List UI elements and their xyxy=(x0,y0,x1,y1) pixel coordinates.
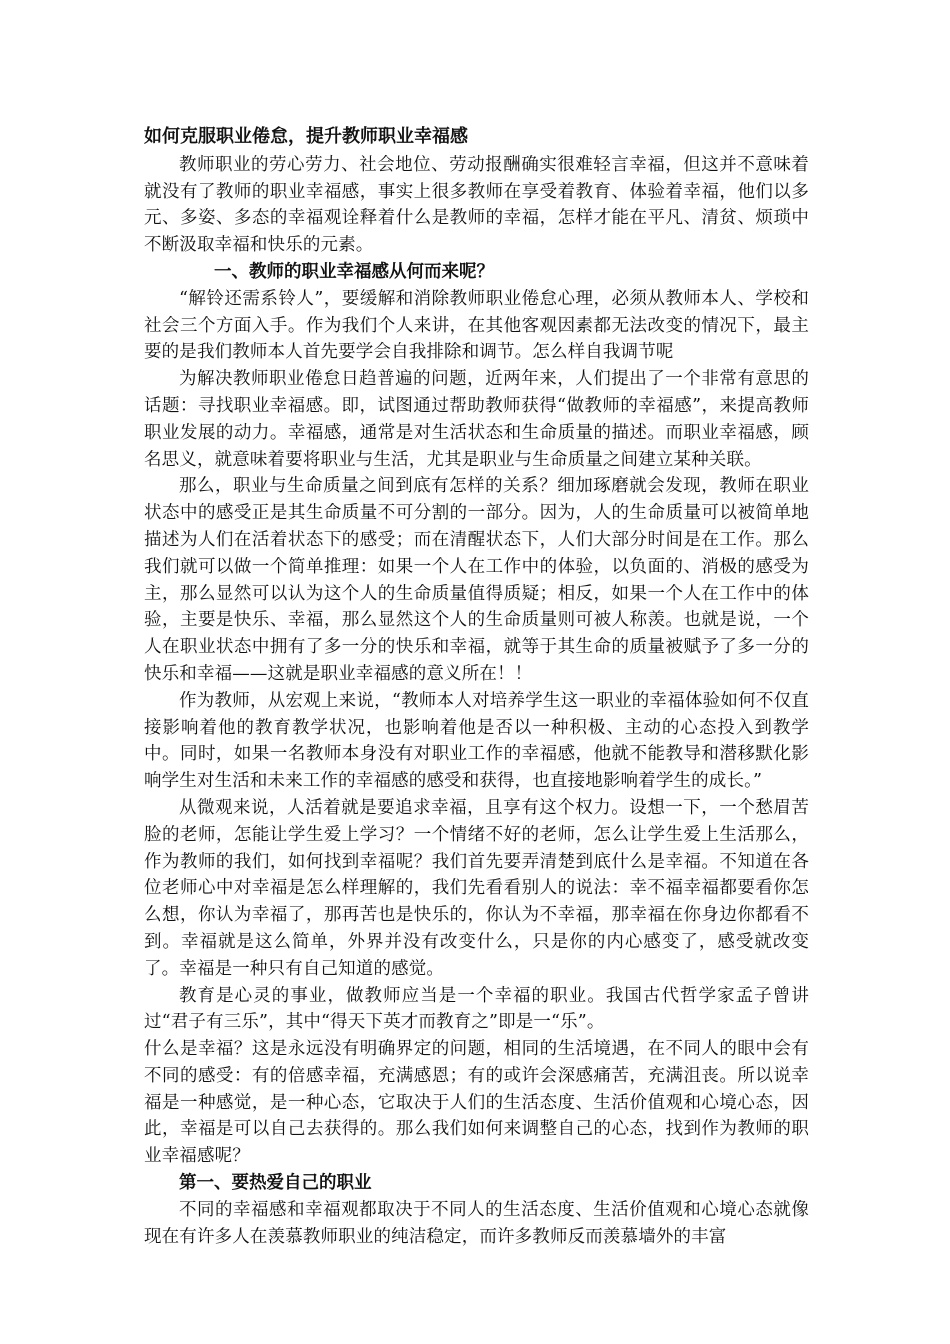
paragraph: 从微观来说，人活着就是要追求幸福，且享有这个权力。设想一下，一个愁眉苦脸的老师，怎能让学生爱上学习？一个情绪不好的老师，怎么让学生爱上生活那么，作为教师的我们，如何找到幸福呢？我们首先要弄清楚到底什么是幸福。不知道在各位老师心中对幸福是怎么样理解的，我们先看看别人的说法：幸不福幸福都要看你怎么想，你认为幸福了，那再苦也是快乐的，你认为不幸福，那幸福在你身边你都看不到。幸福就是这么简单，外界并没有改变什么，只是你的内心感变了，感受就改变了。幸福是一种只有自己知道的感觉。 xyxy=(144,797,809,979)
paragraph: 为解决教师职业倦怠日趋普遍的问题，近两年来，人们提出了一个非常有意思的话题：寻找职业幸福感。即，试图通过帮助教师获得“做教师的幸福感”，来提高教师职业发展的动力。幸福感，通常是对生活状态和生命质量的描述。而职业幸福感，顾名思义，就意味着要将职业与生活，尤其是职业与生命质量之间建立某种关联。 xyxy=(144,369,809,470)
subsection-heading: 第一、要热爱自己的职业 xyxy=(179,1173,372,1194)
paragraph: 不同的幸福感和幸福观都取决于不同人的生活态度、生活价值观和心境心态就像现在有许多人在羡慕教师职业的纯洁稳定，而许多教师反而羡慕墙外的丰富 xyxy=(144,1199,809,1247)
paragraph-intro: 教师职业的劳心劳力、社会地位、劳动报酬确实很难轻言幸福，但这并不意味着就没有了教师的职业幸福感，事实上很多教师在享受着教育、体验着幸福，他们以多元、多姿、多态的幸福观诠释着什么是教师的幸福，怎样才能在平凡、清贫、烦琐中不断汲取幸福和快乐的元素。 xyxy=(144,154,809,256)
document-body xyxy=(144,124,809,1250)
section-heading: 一、教师的职业幸福感从何而来呢？ xyxy=(214,261,494,282)
paragraph: 教育是心灵的事业，做教师应当是一个幸福的职业。我国古代哲学家孟子曾讲过“君子有三乐”，其中“得天下英才而教育之”即是一“乐”。 xyxy=(144,985,809,1033)
document-title: 如何克服职业倦怠，提升教师职业幸福感 xyxy=(144,126,468,147)
paragraph: 作为教师，从宏观上来说，“教师本人对培养学生这一职业的幸福体验如何不仅直接影响着他的教育教学状况，也影响着他是否以一种积极、主动的心态投入到教学中。同时，如果一名教师本身没有对职业工作的幸福感，他就不能教导和潜移默化影响学生对生活和未来工作的幸福感的感受和获得，也直接地影响着学生的成长。” xyxy=(144,690,809,792)
paragraph: “解铃还需系铃人”，要缓解和消除教师职业倦怠心理，必须从教师本人、学校和社会三个方面入手。作为我们个人来讲，在其他客观因素都无法改变的情况下，最主要的是我们教师本人首先要学会自我排除和调节。怎么样自我调节呢 xyxy=(144,288,809,363)
paragraph: 那么，职业与生命质量之间到底有怎样的关系？细加琢磨就会发现，教师在职业状态中的感受正是其生命质量不可分割的一部分。因为，人的生命质量可以被简单地描述为人们在活着状态下的感受；而在清醒状态下，人们大部分时间是在工作。那么我们就可以做一个简单推理：如果一个人在工作中的体验，以负面的、消极的感受为主，那么显然可以认为这个人的生命质量值得质疑；相反，如果一个人在工作中的体验，主要是快乐、幸福，那么显然这个人的生命质量则可被人称羡。也就是说，一个人在职业状态中拥有了多一分的快乐和幸福，就等于其生命的质量被赋予了多一分的快乐和幸福——这就是职业幸福感的意义所在！！ xyxy=(144,476,809,684)
paragraph: 什么是幸福？这是永远没有明确界定的问题，相同的生活境遇，在不同人的眼中会有不同的感受：有的倍感幸福，充满感恩；有的或许会深感痛苦，充满沮丧。所以说幸福是一种感觉，是一种心态，它取决于人们的生活态度、生活价值观和心境心态，因此，幸福是可以自己去获得的。那么我们如何来调整自己的心态，找到作为教师的职业幸福感呢？ xyxy=(144,1039,809,1167)
